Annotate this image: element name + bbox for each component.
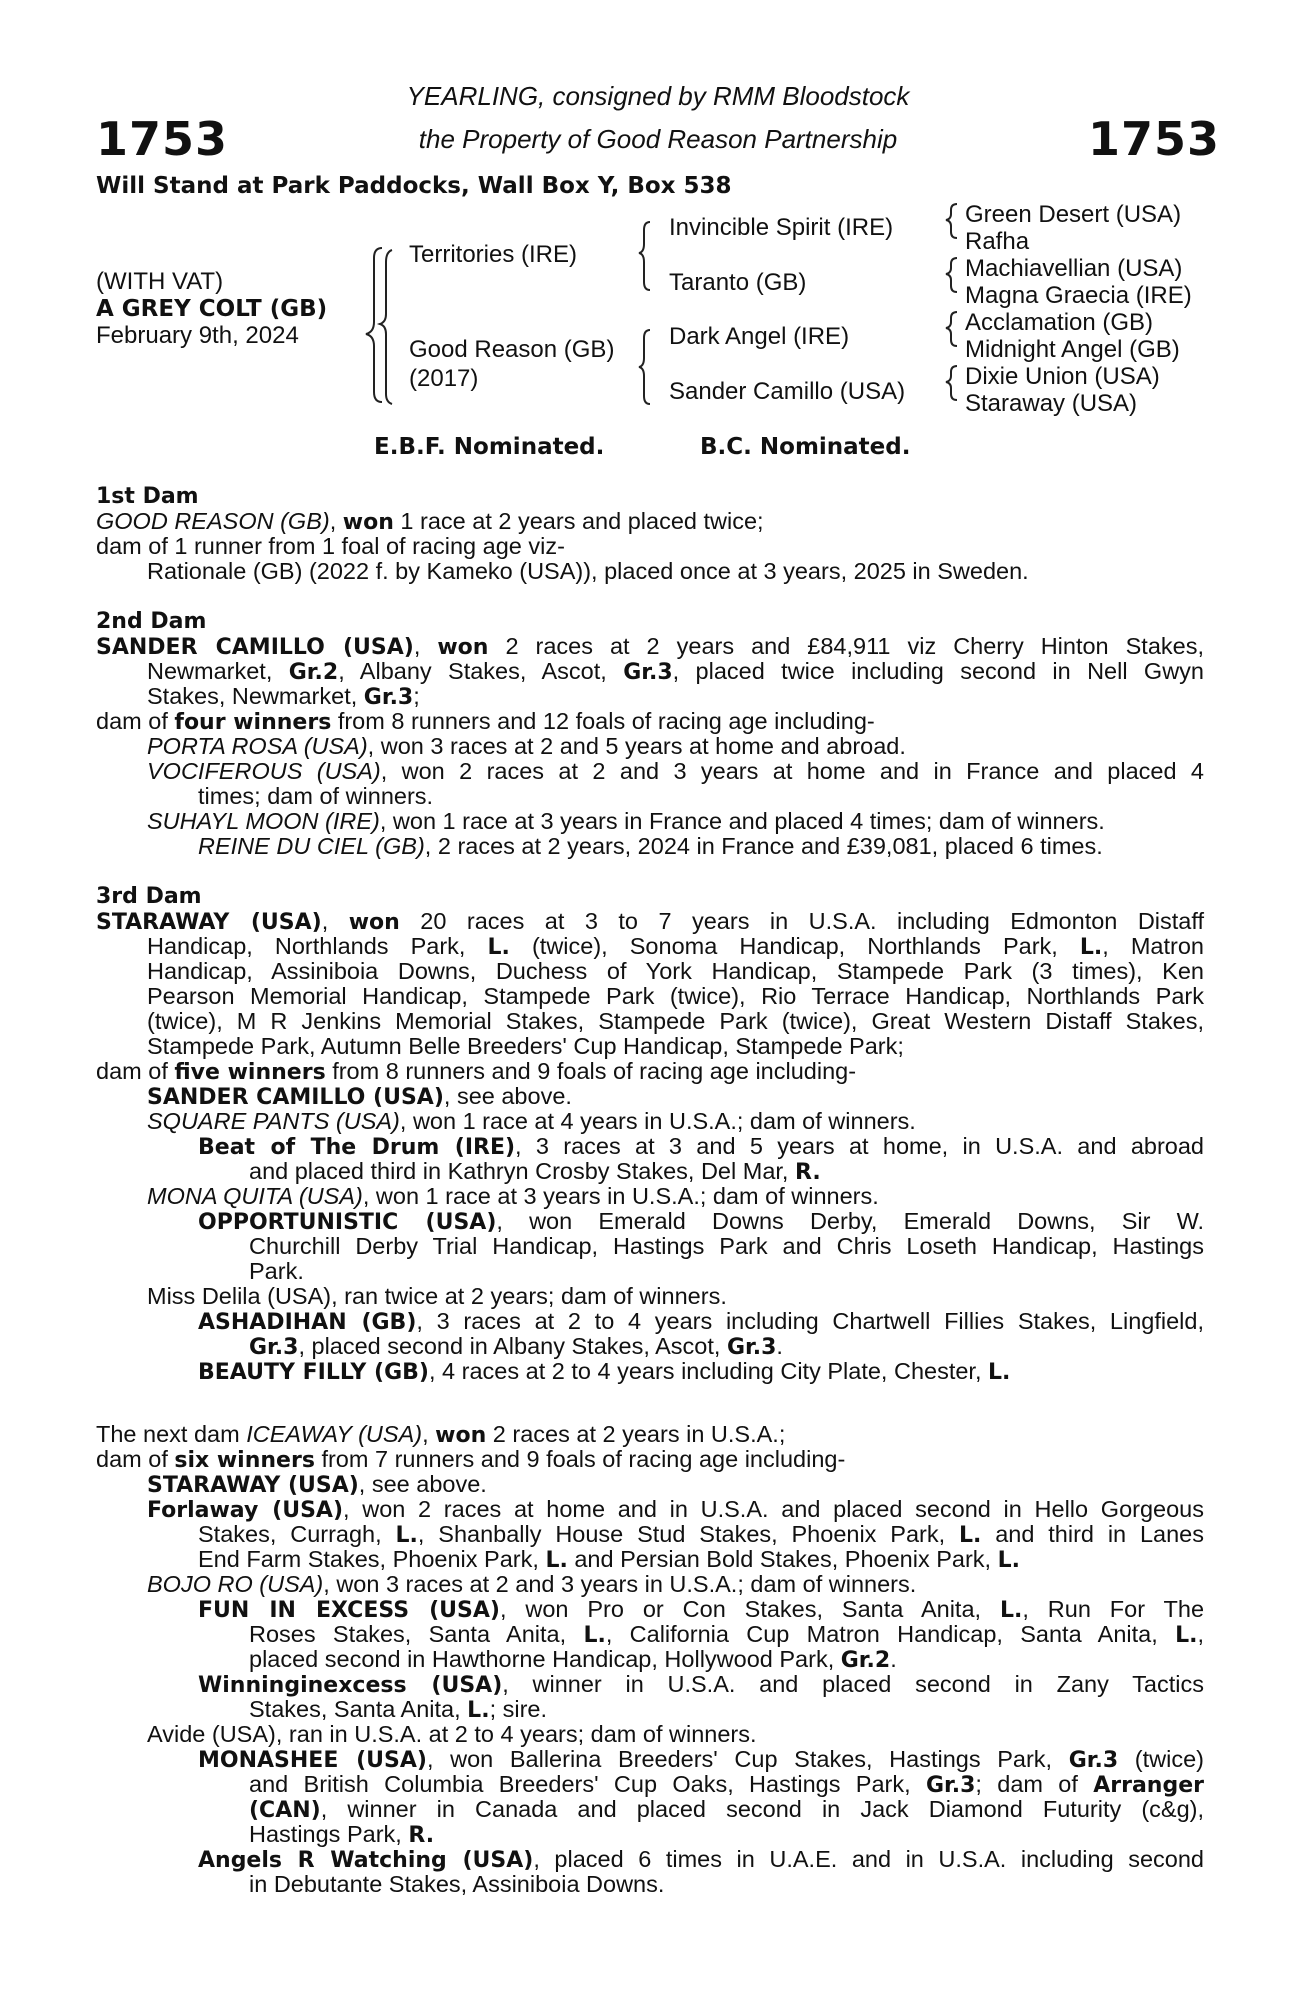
next-dam-line-18: Angels R Watching (USA), placed 6 times in U.A.E. and in U.S.A. including second [198,1846,1204,1873]
consignment-line: YEARLING, consigned by RMM Bloodstock [406,81,910,111]
brace-dam-parents [639,330,650,404]
next-dam-line-17: Hastings Park, R. [249,1821,435,1848]
next-dam-line-19: in Debutante Stakes, Assiniboia Downs. [249,1871,665,1897]
horse-dob: February 9th, 2024 [96,322,299,349]
third-dam-line-4: Pearson Memorial Handicap, Stampede Park (twice), Rio Terrace Handicap, Northlands Park [147,983,1204,1009]
section-heading-3rd-dam: 3rd Dam [96,884,202,909]
bc-nomination: B.C. Nominated. [700,434,911,460]
third-dam-line-15: Park. [249,1258,304,1284]
pedigree-g3-5: Acclamation (GB) [965,309,1154,336]
second-dam-line-3: Stakes, Newmarket, Gr.3; [147,683,420,710]
third-dam-line-2: Handicap, Northlands Park, L. (twice), Sonoma Handicap, Northlands Park, L., Matron [147,933,1204,960]
second-dam-line-4: dam of four winners from 8 runners and 12 foals of racing age including- [96,708,875,735]
pedigree-dam-year: (2017) [409,365,479,392]
next-dam-line-7: BOJO RO (USA), won 3 races at 2 and 3 years in U.S.A.; dam of winners. [147,1571,917,1597]
next-dam-line-3: STARAWAY (USA), see above. [147,1471,487,1498]
next-dam-line-1: The next dam ICEAWAY (USA), won 2 races at 2 years in U.S.A.; [96,1421,786,1448]
third-dam-line-18: Gr.3, placed second in Albany Stakes, Ascot, Gr.3. [249,1333,783,1360]
brace-generation1 [380,250,392,404]
horse-name: A GREY COLT (GB) [96,296,328,322]
pedigree-g3-6: Midnight Angel (GB) [965,336,1180,363]
second-dam-line-7: times; dam of winners. [198,783,434,809]
pedigree-g3-1: Green Desert (USA) [965,201,1182,228]
section-heading-1st-dam: 1st Dam [96,484,199,509]
next-dam-line-8: FUN IN EXCESS (USA), won Pro or Con Stakes, Santa Anita, L., Run For The [198,1596,1205,1623]
second-dam-line-1: SANDER CAMILLO (USA), won 2 races at 2 years and £84,911 viz Cherry Hinton Stakes, [96,633,1204,660]
pedigree-g2-3: Dark Angel (IRE) [669,323,850,350]
brace-horse [366,248,382,402]
pedigree-g2-1: Invincible Spirit (IRE) [669,214,894,241]
pedigree-sire: Territories (IRE) [409,241,578,268]
third-dam-line-10: Beat of The Drum (IRE), 3 races at 3 and 5 years at home, in U.S.A. and abroad [198,1133,1204,1160]
brace-g3-1 [946,204,957,238]
next-dam-line-13: Avide (USA), ran in U.S.A. at 2 to 4 years; dam of winners. [147,1721,757,1747]
third-dam-line-17: ASHADIHAN (GB), 3 races at 2 to 4 years including Chartwell Fillies Stakes, Lingfield, [198,1308,1205,1335]
pedigree-g3-4: Magna Graecia (IRE) [965,282,1192,309]
next-dam-line-2: dam of six winners from 7 runners and 9 foals of racing age including- [96,1446,846,1473]
pedigree-g3-7: Dixie Union (USA) [965,363,1160,390]
third-dam-line-6: Stampede Park, Autumn Belle Breeders' Cup Handicap, Stampede Park; [147,1033,904,1059]
third-dam-line-7: dam of five winners from 8 runners and 9 foals of racing age including- [96,1058,857,1085]
third-dam-line-8: SANDER CAMILLO (USA), see above. [147,1083,572,1110]
pedigree-g3-8: Staraway (USA) [965,390,1138,417]
next-dam-line-14: MONASHEE (USA), won Ballerina Breeders' Cup Stakes, Hastings Park, Gr.3 (twice) [198,1746,1204,1773]
next-dam-line-6: End Farm Stakes, Phoenix Park, L. and Persian Bold Stakes, Phoenix Park, L. [198,1546,1020,1573]
third-dam-line-3: Handicap, Assiniboia Downs, Duchess of York Handicap, Stampede Park (3 times), Ken [147,958,1204,984]
vat-note: (WITH VAT) [96,268,224,295]
second-dam-line-8: SUHAYL MOON (IRE), won 1 race at 3 years in France and placed 4 times; dam of winners. [147,808,1105,834]
pedigree-g3-2: Rafha [965,228,1030,255]
next-dam-line-11: Winninginexcess (USA), winner in U.S.A. and placed second in Zany Tactics [198,1671,1204,1698]
next-dam-line-5: Stakes, Curragh, L., Shanbally House Stud Stakes, Phoenix Park, L. and third in Lanes [198,1521,1205,1548]
stand-location: Will Stand at Park Paddocks, Wall Box Y, Box 538 [96,173,732,199]
next-dam-line-16: (CAN), winner in Canada and placed second in Jack Diamond Futurity (c&g), [249,1796,1204,1823]
pedigree-g2-2: Taranto (GB) [669,269,807,296]
pedigree-g2-4: Sander Camillo (USA) [669,378,906,405]
section-heading-2nd-dam: 2nd Dam [96,609,207,634]
third-dam-line-14: Churchill Derby Trial Handicap, Hastings Park and Chris Loseth Handicap, Hastings [249,1233,1204,1259]
brace-g3-4 [946,366,957,400]
next-dam-line-9: Roses Stakes, Santa Anita, L., California Cup Matron Handicap, Santa Anita, L., [249,1621,1204,1648]
brace-sire-parents [639,222,650,290]
second-dam-line-5: PORTA ROSA (USA), won 3 races at 2 and 5 years at home and abroad. [147,733,906,759]
next-dam-line-12: Stakes, Santa Anita, L.; sire. [249,1696,548,1723]
lot-number-right: 1753 [1088,112,1221,166]
third-dam-line-5: (twice), M R Jenkins Memorial Stakes, Stampede Park (twice), Great Western Distaff Stakes, [147,1008,1204,1034]
lot-number-left: 1753 [96,112,229,166]
first-dam-line-2: dam of 1 runner from 1 foal of racing age viz- [96,533,565,559]
third-dam-line-16: Miss Delila (USA), ran twice at 2 years; dam of winners. [147,1283,727,1309]
third-dam-line-19: BEAUTY FILLY (GB), 4 races at 2 to 4 years including City Plate, Chester, L. [198,1358,1011,1385]
pedigree-g3-3: Machiavellian (USA) [965,255,1183,282]
next-dam-line-15: and British Columbia Breeders' Cup Oaks, Hastings Park, Gr.3; dam of Arranger [249,1771,1204,1798]
third-dam-line-1: STARAWAY (USA), won 20 races at 3 to 7 years in U.S.A. including Edmonton Distaff [96,908,1204,935]
second-dam-line-6: VOCIFEROUS (USA), won 2 races at 2 and 3 years at home and in France and placed 4 [147,758,1204,784]
property-line: the Property of Good Reason Partnership [418,124,898,154]
third-dam-line-13: OPPORTUNISTIC (USA), won Emerald Downs Derby, Emerald Downs, Sir W. [198,1208,1204,1235]
next-dam-line-10: placed second in Hawthorne Handicap, Hollywood Park, Gr.2. [249,1646,897,1673]
brace-g3-2 [946,258,957,292]
second-dam-line-2: Newmarket, Gr.2, Albany Stakes, Ascot, Gr.3, placed twice including second in Nell Gwyn [147,658,1204,685]
first-dam-line-3: Rationale (GB) (2022 f. by Kameko (USA)), placed once at 3 years, 2025 in Sweden. [147,558,1029,584]
first-dam-line-1: GOOD REASON (GB), won 1 race at 2 years and placed twice; [96,508,764,535]
third-dam-line-9: SQUARE PANTS (USA), won 1 race at 4 years in U.S.A.; dam of winners. [147,1108,916,1134]
second-dam-line-9: REINE DU CIEL (GB), 2 races at 2 years, 2024 in France and £39,081, placed 6 times. [198,833,1103,859]
third-dam-line-11: and placed third in Kathryn Crosby Stakes, Del Mar, R. [249,1158,821,1185]
third-dam-line-12: MONA QUITA (USA), won 1 race at 3 years in U.S.A.; dam of winners. [147,1183,879,1209]
pedigree-dam: Good Reason (GB) [409,336,615,363]
ebf-nomination: E.B.F. Nominated. [374,434,605,460]
brace-g3-3 [946,312,957,346]
next-dam-line-4: Forlaway (USA), won 2 races at home and in U.S.A. and placed second in Hello Gorgeous [147,1496,1204,1523]
